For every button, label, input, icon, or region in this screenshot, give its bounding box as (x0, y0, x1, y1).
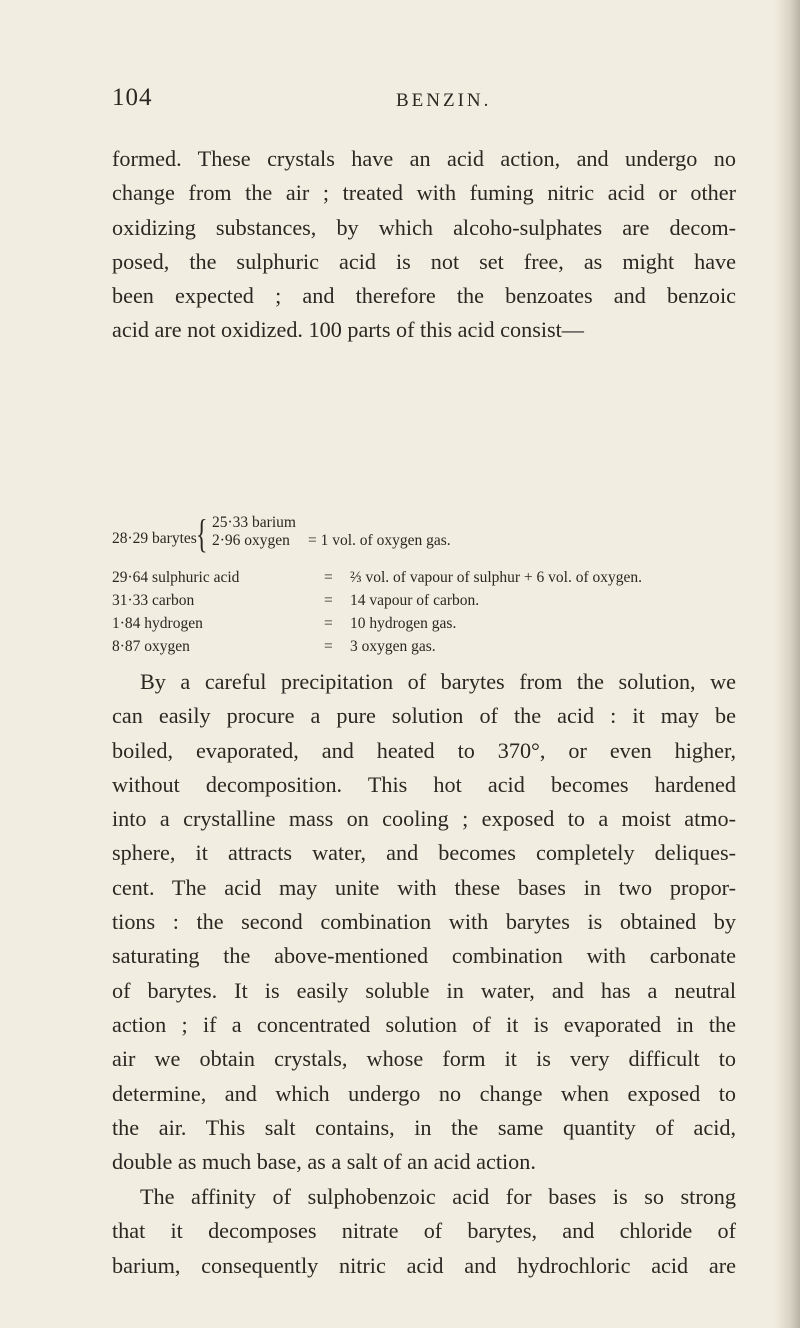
paragraph-2 (112, 665, 736, 1179)
text-line: can easily procure a pure solution of the acid : it may be (112, 703, 736, 729)
composition-amount: 31·33 carbon (112, 592, 195, 609)
equals-sign: = (324, 592, 333, 609)
composition-amount: 29·64 sulphuric acid (112, 569, 240, 586)
curly-brace-icon: { (196, 511, 208, 556)
page-edge-shadow (774, 0, 800, 1328)
page-header (112, 84, 732, 118)
composition-equivalent: 3 oxygen gas. (350, 638, 436, 655)
text-line: By a careful precipitation of barytes from the solution, we (140, 669, 736, 694)
text-line: air we obtain crystals, whose form it is very difficult to (112, 1046, 736, 1072)
composition-barytes-equivalent: = 1 vol. of oxygen gas. (308, 532, 451, 549)
text-line: action ; if a concentrated solution of it is evaporated in the (112, 1011, 736, 1037)
composition-equivalent: 10 hydrogen gas. (350, 615, 457, 632)
text-line: saturating the above-mentioned combination with carbonate (112, 943, 736, 969)
composition-barium: 25·33 barium (212, 514, 296, 531)
composition-amount: 8·87 oxygen (112, 638, 190, 655)
text-line: acid are not oxidized. 100 parts of this acid consist— (112, 317, 584, 343)
composition-row (112, 638, 752, 660)
text-line: tions : the second combination with barytes is obtained by (112, 909, 736, 935)
text-line: oxidizing substances, by which alcoho-sulphates are decom- (112, 214, 736, 240)
text-line: sphere, it attracts water, and becomes completely deliques- (112, 840, 736, 866)
composition-equivalent: 14 vapour of carbon. (350, 592, 480, 609)
composition-oxygen: 2·96 oxygen (212, 532, 290, 549)
text-line: into a crystalline mass on cooling ; exposed to a moist atmo- (112, 806, 736, 832)
text-line: double as much base, as a salt of an acid action. (112, 1149, 536, 1175)
text-line: without decomposition. This hot acid becomes hardened (112, 771, 736, 797)
paragraph-1 (112, 142, 736, 348)
paragraph-3 (112, 1180, 736, 1283)
text-line: The affinity of sulphobenzoic acid for bases is so strong (140, 1184, 736, 1209)
text-line: change from the air ; treated with fuming nitric acid or other (112, 180, 736, 206)
composition-row (112, 592, 752, 614)
text-line: that it decomposes nitrate of barytes, and chloride of (112, 1218, 736, 1244)
composition-row-barytes (112, 513, 752, 569)
running-title: BENZIN. (396, 90, 492, 111)
equals-sign: = (324, 569, 333, 586)
text-line: of barytes. It is easily soluble in water, and has a neutral (112, 977, 736, 1003)
composition-row (112, 569, 752, 591)
text-line: formed. These crystals have an acid action, and undergo no (112, 146, 736, 171)
equals-sign: = (324, 615, 333, 632)
text-line: the air. This salt contains, in the same quantity of acid, (112, 1114, 736, 1140)
equals-sign: = (324, 638, 333, 655)
composition-amount: 1·84 hydrogen (112, 615, 203, 632)
text-line: cent. The acid may unite with these bases in two propor- (112, 874, 736, 900)
text-line: been expected ; and therefore the benzoates and benzoic (112, 283, 736, 309)
composition-row (112, 615, 752, 637)
text-line: boiled, evaporated, and heated to 370°, or even higher, (112, 737, 736, 763)
text-line: posed, the sulphuric acid is not set free, as might have (112, 248, 736, 274)
text-line: determine, and which undergo no change when exposed to (112, 1080, 736, 1106)
composition-barytes-amount: 28·29 barytes (112, 530, 197, 547)
text-line: barium, consequently nitric acid and hydrochloric acid are (112, 1252, 736, 1278)
page-number: 104 (112, 84, 153, 111)
composition-equivalent: ⅔ vol. of vapour of sulphur + 6 vol. of oxygen. (350, 569, 643, 586)
